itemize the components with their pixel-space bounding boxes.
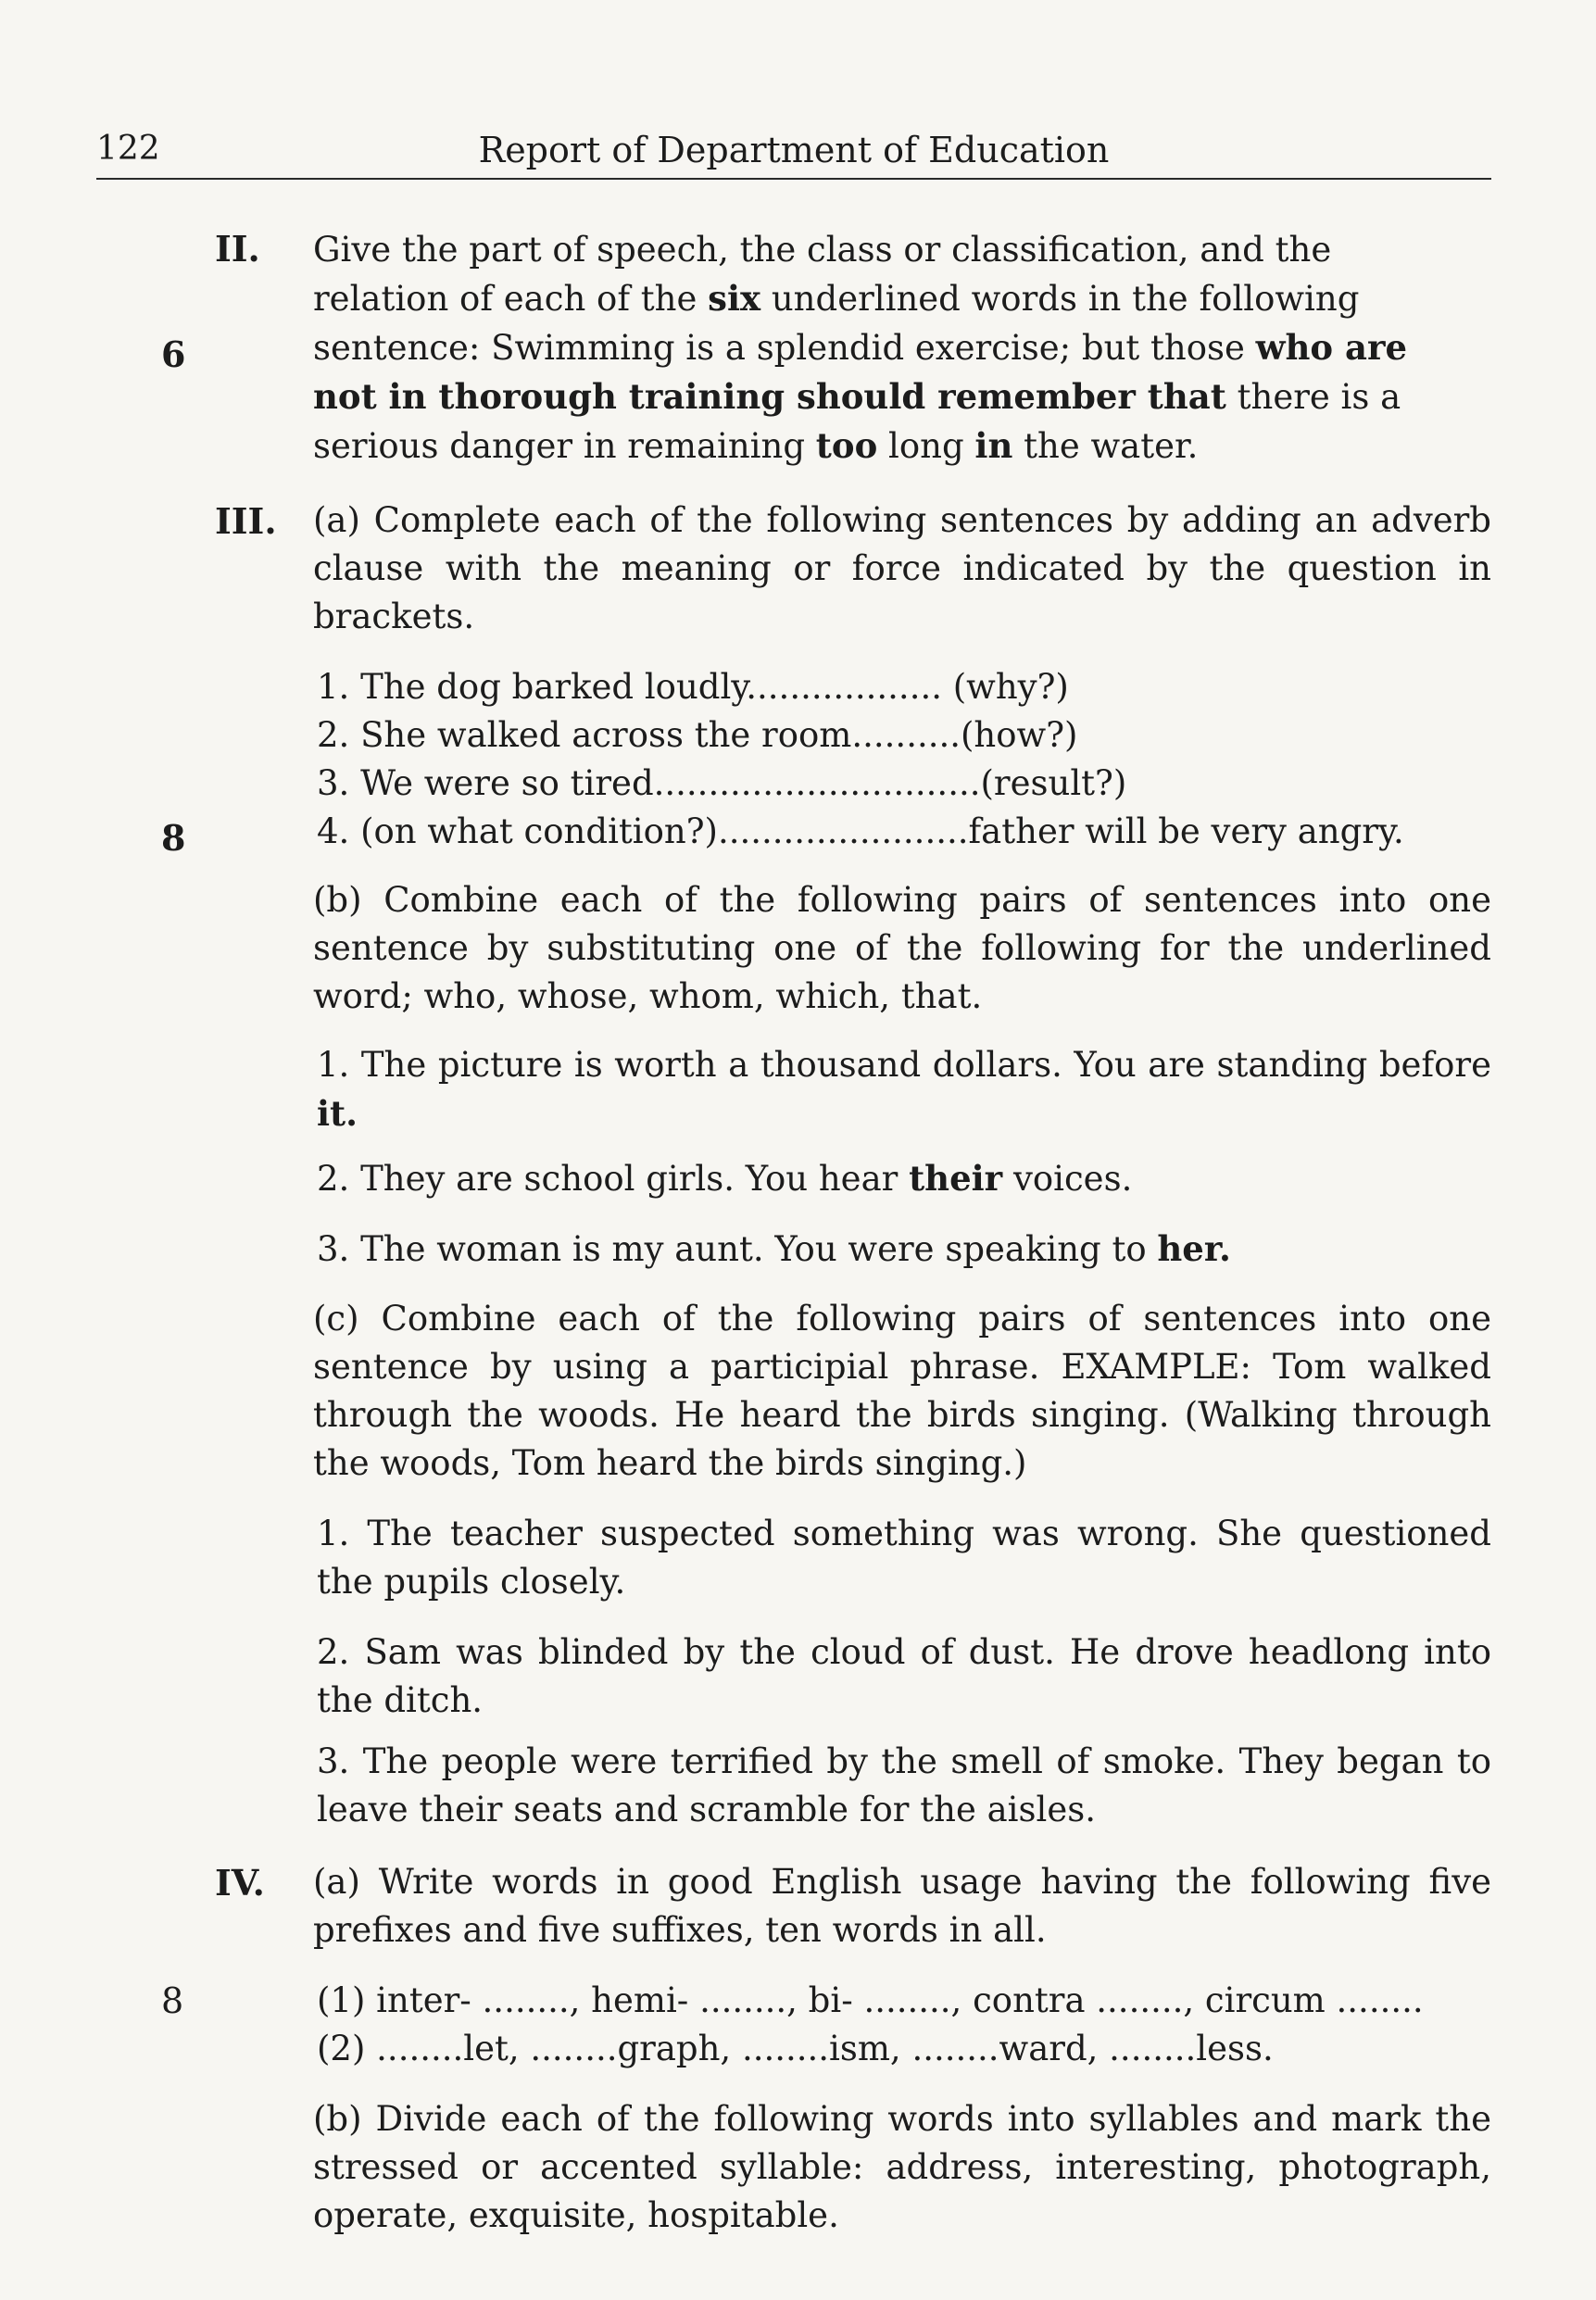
prefix-line: (1) inter- ........, hemi- ........, bi- ........, contra ........, circum ........: [317, 1980, 1424, 2020]
part-c-intro: (c) Combine each of the following pairs of sentences into one sentence by using a participial phrase. EXAMPLE: Tom walked through the woods. He heard the birds singing. (Walking through the woods, Tom heard the birds singing.): [313, 1299, 1491, 1483]
marks: 8: [161, 1980, 184, 2021]
text-line: relation of each of the six underlined words in the following: [313, 278, 1360, 319]
page-number: 122: [96, 130, 160, 168]
list-item: 1. The dog barked loudly.................. (why?): [317, 667, 1069, 707]
running-title: Report of Department of Education: [478, 130, 1110, 170]
list-item: 2. They are school girls. You hear their voices.: [317, 1158, 1133, 1199]
list-item: 2. Sam was blinded by the cloud of dust. He drove headlong into the ditch.: [317, 1632, 1491, 1720]
list-item: 1. The teacher suspected something was wrong. She questioned the pupils closely.: [317, 1514, 1491, 1602]
part-b-intro: (b) Divide each of the following words into syllables and mark the stressed or accented syllable: address, interesting, photograph, operate, exquisite, hospitable.: [313, 2099, 1491, 2235]
text-line: serious danger in remaining too long in the water.: [313, 425, 1199, 466]
marks: 8: [161, 817, 186, 859]
list-item: 1. The picture is worth a thousand dollars. You are standing before it.: [317, 1045, 1491, 1134]
question-number: II.: [215, 228, 260, 270]
text-line: not in thorough training should remember that there is a: [313, 376, 1401, 417]
list-item: 3. The people were terrified by the smell of smoke. They began to leave their seats and scramble for the aisles.: [317, 1741, 1491, 1829]
part-a-intro: (a) Write words in good English usage having the following five prefixes and five suffixes, ten words in all.: [313, 1862, 1491, 1950]
question-number: IV.: [215, 1862, 265, 1904]
text-line: Give the part of speech, the class or classification, and the: [313, 230, 1332, 270]
list-item: 3. We were so tired..............................(result?): [317, 763, 1127, 803]
question-text: [313, 226, 1491, 471]
question-number: III.: [215, 500, 277, 542]
marks: 6: [161, 333, 186, 375]
page-header: [96, 122, 1491, 180]
list-item: 4. (on what condition?).......................father will be very angry.: [317, 811, 1404, 851]
suffix-line: (2) ........let, ........graph, ........ism, ........ward, ........less.: [317, 2029, 1274, 2068]
list-item: 3. The woman is my aunt. You were speaking to her.: [317, 1228, 1231, 1269]
part-a-intro: (a) Complete each of the following sentences by adding an adverb clause with the meaning or force indicated by the question in brackets.: [313, 500, 1491, 636]
list-item: 2. She walked across the room..........(how?): [317, 715, 1078, 755]
part-b-intro: (b) Combine each of the following pairs of sentences into one sentence by substituting one of the following for the underlined word; who, whose, whom, which, that.: [313, 880, 1491, 1016]
text-line: sentence: Swimming is a splendid exercise; but those who are: [313, 327, 1407, 368]
